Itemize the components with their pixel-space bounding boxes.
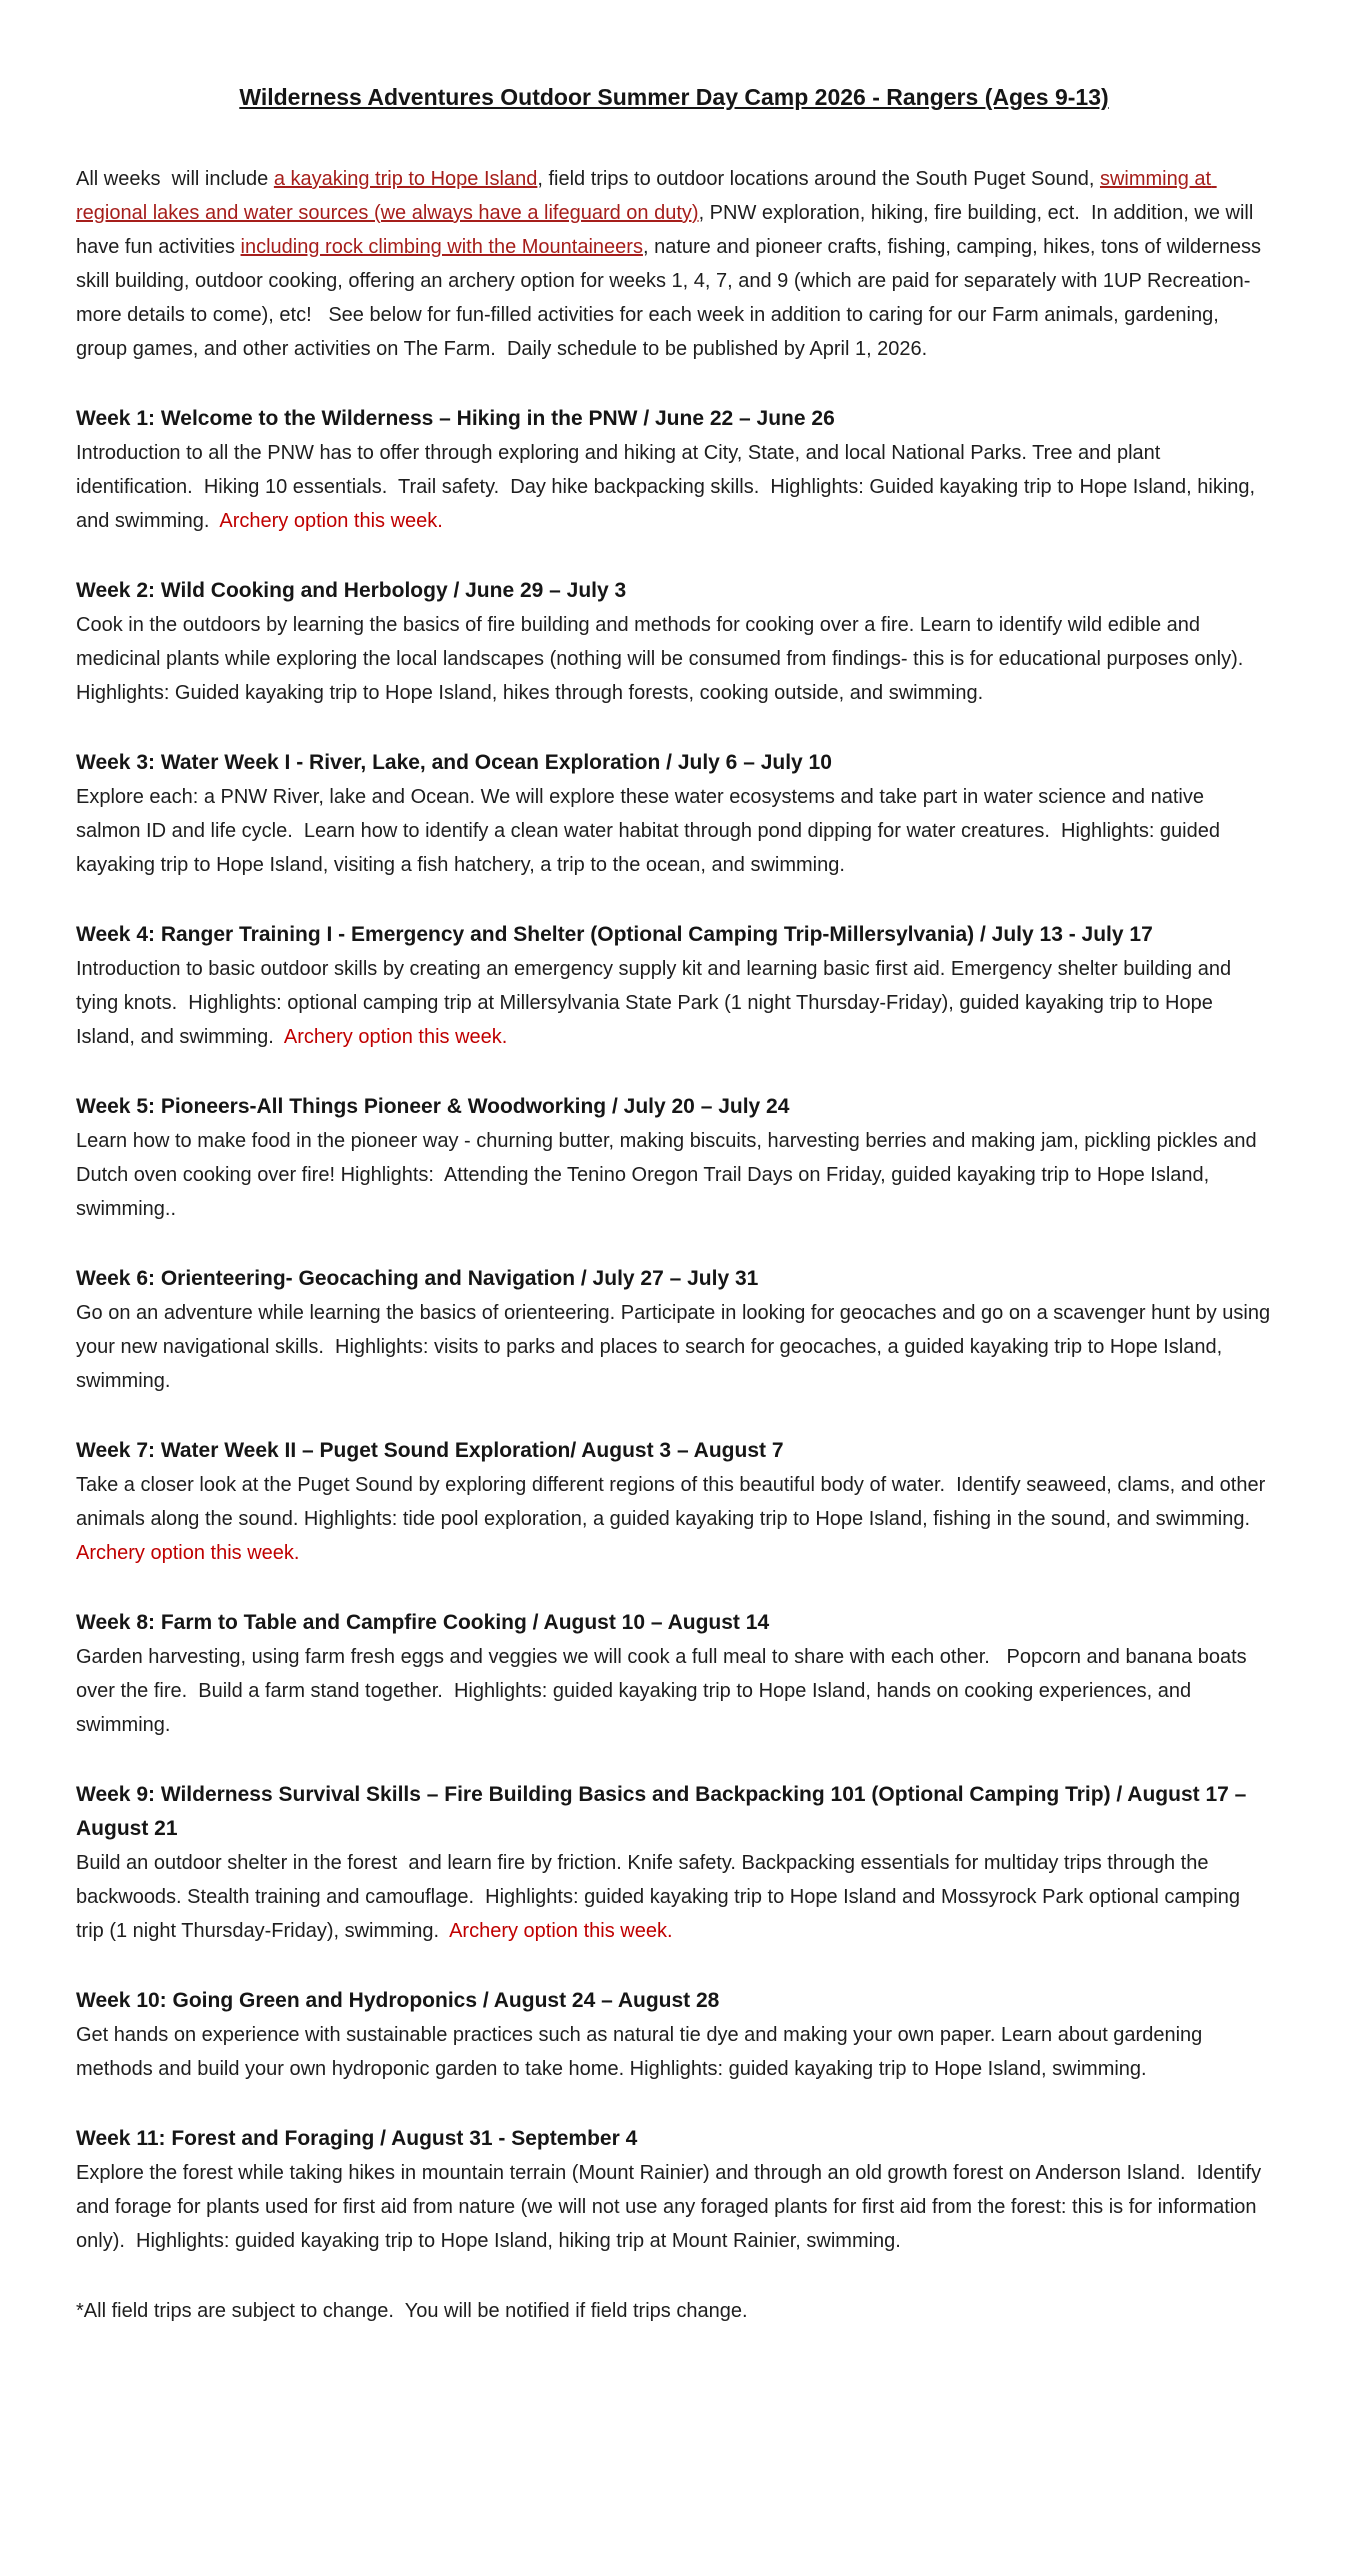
week-9-title: Week 9: Wilderness Survival Skills – Fire Building Basics and Backpacking 101 (Optional Camping Trip) / August 17 – August 21	[76, 1783, 1247, 1840]
week-1-description: Introduction to all the PNW has to offer through exploring and hiking at City, State, and local National Parks. Tree and plant identification. Hiking 10 essentials. Trail safety. Day hike backpacking skills. Highlights: Guided kayaking trip to Hope Island, hiking, and swimming.	[76, 442, 1261, 532]
intro-text-1: All weeks will include	[76, 168, 274, 190]
week-9-description: Build an outdoor shelter in the forest and learn fire by friction. Knife safety. Backpacking essentials for multiday trips through the backwoods. Stealth training and camouflage. Highlights: guided kayaking trip to Hope Island and Mossyrock Park optional camping trip (1 night Thursday-Friday), swimming.	[76, 1852, 1246, 1942]
week-6-description: Go on an adventure while learning the basics of orienteering. Participate in looking for geocaches and go on a scavenger hunt by using your new navigational skills. Highlights: visits to parks and places to search for geocaches, a guided kayaking trip to Hope Island, swimming.	[76, 1302, 1276, 1392]
week-4-description: Introduction to basic outdoor skills by creating an emergency supply kit and learning basic first aid. Emergency shelter building and tying knots. Highlights: optional camping trip at Millersylvania State Park (1 night Thursday-Friday), guided kayaking trip to Hope Island, and swimming.	[76, 958, 1237, 1048]
link-rock-climbing[interactable]: including rock climbing with the Mountaineers	[240, 236, 643, 258]
week-7-body	[76, 1468, 1272, 1570]
week-3-section	[76, 746, 1272, 882]
page-title: Wilderness Adventures Outdoor Summer Day Camp 2026 - Rangers (Ages 9-13)	[239, 84, 1109, 110]
week-10-section	[76, 1984, 1272, 2086]
week-6-section	[76, 1262, 1276, 1398]
link-kayaking-trip[interactable]: a kayaking trip to Hope Island	[273, 168, 538, 190]
week-4-section	[76, 918, 1272, 1054]
week-5-description: Learn how to make food in the pioneer way - churning butter, making biscuits, harvesting berries and making jam, pickling pickles and Dutch oven cooking over fire! Highlights: Attending the Tenino Oregon Trail Days on Friday, guided kayaking trip to Hope Island, swimming..	[76, 1130, 1263, 1220]
week-2-section	[76, 574, 1272, 710]
week-4-title: Week 4: Ranger Training I - Emergency and Shelter (Optional Camping Trip-Millersylvania) / July 13 - July 17	[76, 923, 1153, 946]
week-5-section	[76, 1090, 1272, 1226]
intro-text-3: , PNW exploration, hiking, fire building, ect. In addition, we will have fun activities	[76, 202, 1259, 258]
week-8-section	[76, 1606, 1272, 1742]
week-11-description: Explore the forest while taking hikes in mountain terrain (Mount Rainier) and through an old growth forest on Anderson Island. Identify and forage for plants used for first aid from nature (we will not use any foraged plants for first aid from the forest: this is for information only). Highlights: guided kayaking trip to Hope Island, hiking trip at Mount Rainier, swimming.	[76, 2162, 1267, 2252]
week-11-body	[76, 2156, 1272, 2258]
archery-note: Archery option this week.	[449, 1920, 673, 1942]
intro-text-4: , nature and pioneer crafts, fishing, camping, hikes, tons of wilderness skill building, outdoor cooking, offering an archery option for weeks 1, 4, 7, and 9 (which are paid for separately with 1UP Recreation-more details to come), etc! See below for fun-filled activities for each week in addition to caring for our Farm animals, gardening, group games, and other activities on The Farm. Daily schedule to be published by April 1, 2026.	[76, 236, 1267, 360]
week-11-title: Week 11: Forest and Foraging / August 31 - September 4	[76, 2127, 638, 2150]
intro-text-2: , field trips to outdoor locations around the South Puget Sound,	[537, 168, 1100, 190]
archery-note: Archery option this week.	[219, 510, 443, 532]
footer-note: *All field trips are subject to change. You will be notified if field trips change.	[76, 2300, 748, 2322]
week-3-description: Explore each: a PNW River, lake and Ocean. We will explore these water ecosystems and take part in water science and native salmon ID and life cycle. Learn how to identify a clean water habitat through pond dipping for water creatures. Highlights: guided kayaking trip to Hope Island, visiting a fish hatchery, a trip to the ocean, and swimming.	[76, 786, 1226, 876]
week-6-body	[76, 1296, 1276, 1398]
week-9-section	[76, 1778, 1272, 1948]
week-5-body	[76, 1124, 1272, 1226]
week-11-section	[76, 2122, 1272, 2258]
week-6-title: Week 6: Orienteering- Geocaching and Navigation / July 27 – July 31	[76, 1267, 759, 1290]
week-2-body	[76, 608, 1272, 710]
week-8-title: Week 8: Farm to Table and Campfire Cooking / August 10 – August 14	[76, 1611, 770, 1634]
week-8-body	[76, 1640, 1272, 1742]
week-9-body	[76, 1846, 1272, 1948]
week-3-title: Week 3: Water Week I - River, Lake, and Ocean Exploration / July 6 – July 10	[76, 751, 832, 774]
week-10-body	[76, 2018, 1272, 2086]
week-3-body	[76, 780, 1272, 882]
week-1-title: Week 1: Welcome to the Wilderness – Hiking in the PNW / June 22 – June 26	[76, 407, 835, 430]
week-1-section	[76, 402, 1272, 538]
week-2-description: Cook in the outdoors by learning the basics of fire building and methods for cooking over a fire. Learn to identify wild edible and medicinal plants while exploring the local landscapes (nothing will be consumed from findings- this is for educational purposes only). Highlights: Guided kayaking trip to Hope Island, hikes through forests, cooking outside, and swimming.	[76, 614, 1249, 704]
week-1-body	[76, 436, 1272, 538]
week-7-section	[76, 1434, 1272, 1570]
week-10-title: Week 10: Going Green and Hydroponics / August 24 – August 28	[76, 1989, 720, 2012]
archery-note: Archery option this week.	[283, 1026, 508, 1048]
week-8-description: Garden harvesting, using farm fresh eggs and veggies we will cook a full meal to share with each other. Popcorn and banana boats over the fire. Build a farm stand together. Highlights: guided kayaking trip to Hope Island, hands on cooking experiences, and swimming.	[76, 1646, 1253, 1736]
week-5-title: Week 5: Pioneers-All Things Pioneer & Woodworking / July 20 – July 24	[76, 1095, 790, 1118]
week-7-title: Week 7: Water Week II – Puget Sound Exploration/ August 3 – August 7	[76, 1439, 784, 1462]
week-4-body	[76, 952, 1272, 1054]
link-swimming-lakes[interactable]: swimming at regional lakes and water sources (we always have a lifeguard on duty)	[76, 168, 1217, 224]
week-10-description: Get hands on experience with sustainable practices such as natural tie dye and making your own paper. Learn about gardening methods and build your own hydroponic garden to take home. Highlights: guided kayaking trip to Hope Island, swimming.	[76, 2024, 1208, 2080]
intro-paragraph	[76, 162, 1272, 366]
archery-note: Archery option this week.	[76, 1542, 300, 1564]
week-7-description: Take a closer look at the Puget Sound by exploring different regions of this beautiful body of water. Identify seaweed, clams, and other animals along the sound. Highlights: tide pool exploration, a guided kayaking trip to Hope Island, fishing in the sound, and swimming.	[76, 1474, 1271, 1530]
week-2-title: Week 2: Wild Cooking and Herbology / June 29 – July 3	[76, 579, 627, 602]
